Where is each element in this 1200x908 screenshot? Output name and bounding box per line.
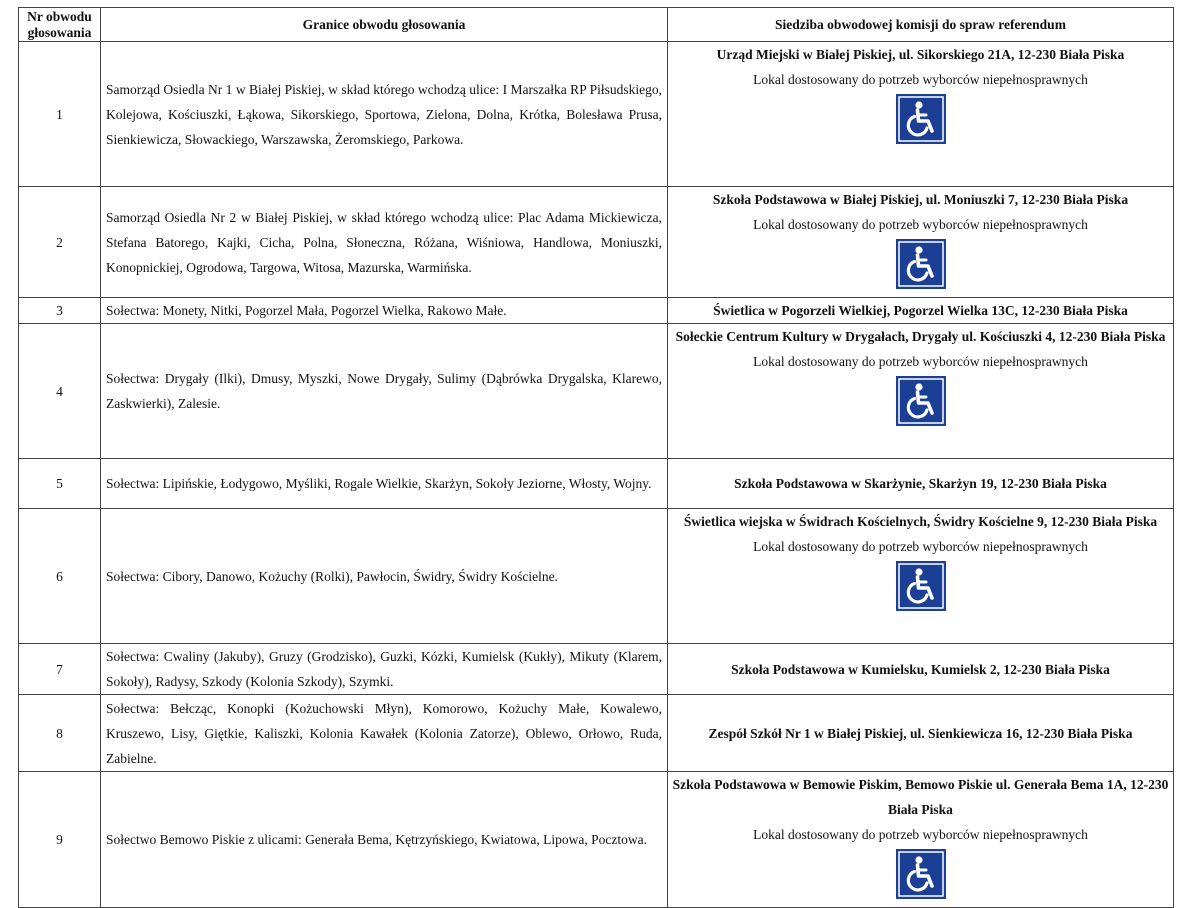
- commission-seat: [668, 298, 1174, 324]
- district-boundaries: Sołectwa: Bełcząc, Konopki (Kożuchowski Młyn), Komorowo, Kożuchy Małe, Kowalewo, Kruszewo, Lisy, Giętkie, Kaliszki, Kolonia Kawałek (Kolonia Zatorze), Oblewo, Orłowo, Ruda, Zabielne.: [101, 695, 668, 772]
- table-row: [19, 298, 1174, 324]
- district-boundaries: Sołectwa: Lipińskie, Łodygowo, Myśliki, Rogale Wielkie, Skarżyn, Sokoły Jeziorne, Włosty, Wojny.: [101, 459, 668, 509]
- seat-address: Sołeckie Centrum Kultury w Drygałach, Drygały ul. Kościuszki 4, 12-230 Biała Piska: [675, 329, 1166, 344]
- header-commission-seat: Siedziba obwodowej komisji do spraw referendum: [668, 8, 1174, 42]
- accessible-note: Lokal dostosowany do potrzeb wyborców niepełnosprawnych: [753, 72, 1088, 87]
- header-district-number: Nr obwodu głosowania: [19, 8, 101, 42]
- wheelchair-accessible-icon: [896, 561, 946, 611]
- table-row: [19, 644, 1174, 695]
- table-row: [19, 324, 1174, 459]
- district-boundaries: Sołectwa: Monety, Nitki, Pogorzel Mała, Pogorzel Wielka, Rakowo Małe.: [101, 298, 668, 324]
- commission-seat: [668, 772, 1174, 908]
- district-number: 9: [19, 772, 101, 908]
- district-number: 8: [19, 695, 101, 772]
- wheelchair-accessible-icon: [896, 94, 946, 144]
- accessible-note: Lokal dostosowany do potrzeb wyborców niepełnosprawnych: [753, 539, 1088, 554]
- commission-seat: [668, 42, 1174, 187]
- seat-address: Zespół Szkół Nr 1 w Białej Piskiej, ul. Sienkiewicza 16, 12-230 Biała Piska: [708, 725, 1133, 741]
- district-boundaries: Sołectwa: Cibory, Danowo, Kożuchy (Rolki), Pawłocin, Świdry, Świdry Kościelne.: [101, 509, 668, 644]
- commission-seat: [668, 644, 1174, 695]
- district-number: 2: [19, 187, 101, 298]
- accessible-note: Lokal dostosowany do potrzeb wyborców niepełnosprawnych: [753, 827, 1088, 842]
- table-row: [19, 187, 1174, 298]
- table-header-row: [19, 8, 1174, 42]
- district-number: 3: [19, 298, 101, 324]
- seat-address: Szkoła Podstawowa w Bemowie Piskim, Bemowo Piskie ul. Generała Bema 1A, 12-230 Biała Piska: [672, 777, 1169, 817]
- district-boundaries: Sołectwo Bemowo Piskie z ulicami: Generała Bema, Kętrzyńskiego, Kwiatowa, Lipowa, Pocztowa.: [101, 772, 668, 908]
- district-boundaries: Sołectwa: Drygały (Ilki), Dmusy, Myszki, Nowe Drygały, Sulimy (Dąbrówka Drygalska, Klarewo, Zaskwierki), Zalesie.: [101, 324, 668, 459]
- district-number: 7: [19, 644, 101, 695]
- district-number: 6: [19, 509, 101, 644]
- commission-seat: [668, 509, 1174, 644]
- accessible-note: Lokal dostosowany do potrzeb wyborców niepełnosprawnych: [753, 354, 1088, 369]
- district-boundaries: Sołectwa: Cwaliny (Jakuby), Gruzy (Grodzisko), Guzki, Kózki, Kumielsk (Kukły), Mikuty (Klarem, Sokoły), Radysy, Szkody (Kolonia Szkody), Szymki.: [101, 644, 668, 695]
- header-district-boundaries: Granice obwodu głosowania: [101, 8, 668, 42]
- seat-address: Świetlica w Pogorzeli Wielkiej, Pogorzel Wielka 13C, 12-230 Biała Piska: [713, 303, 1128, 318]
- district-boundaries: Samorząd Osiedla Nr 2 w Białej Piskiej, w skład którego wchodzą ulice: Plac Adama Mickiewicza, Stefana Batorego, Kajki, Cicha, Polna, Słoneczna, Różana, Wiśniowa, Handlowa, Moniuszki, Konopnickiej, Ogrodowa, Targowa, Witosa, Mazurska, Warmińska.: [101, 187, 668, 298]
- commission-seat: [668, 187, 1174, 298]
- table-row: [19, 42, 1174, 187]
- table-row: [19, 772, 1174, 908]
- table-row: [19, 695, 1174, 772]
- seat-address: Szkoła Podstawowa w Kumielsku, Kumielsk 2, 12-230 Biała Piska: [731, 661, 1110, 677]
- district-number: 1: [19, 42, 101, 187]
- wheelchair-accessible-icon: [896, 376, 946, 426]
- seat-address: Szkoła Podstawowa w Skarżynie, Skarżyn 19, 12-230 Biała Piska: [734, 476, 1107, 491]
- commission-seat: [668, 324, 1174, 459]
- table-row: [19, 509, 1174, 644]
- seat-address: Świetlica wiejska w Świdrach Kościelnych, Świdry Kościelne 9, 12-230 Biała Piska: [683, 514, 1158, 529]
- district-number: 5: [19, 459, 101, 509]
- district-boundaries: Samorząd Osiedla Nr 1 w Białej Piskiej, w skład którego wchodzą ulice: I Marszałka RP Piłsudskiego, Kolejowa, Kościuszki, Łąkowa, Sikorskiego, Sportowa, Zielona, Dolna, Krótka, Bolesława Prusa, Sienkiewicza, Słowackiego, Warszawska, Żeromskiego, Parkowa.: [101, 42, 668, 187]
- seat-address: Szkoła Podstawowa w Białej Piskiej, ul. Moniuszki 7, 12-230 Biała Piska: [712, 192, 1129, 207]
- accessible-note: Lokal dostosowany do potrzeb wyborców niepełnosprawnych: [753, 217, 1088, 232]
- table-row: [19, 459, 1174, 509]
- commission-seat: [668, 459, 1174, 509]
- commission-seat: [668, 695, 1174, 772]
- seat-address: Urząd Miejski w Białej Piskiej, ul. Sikorskiego 21A, 12-230 Biała Piska: [716, 47, 1125, 62]
- wheelchair-accessible-icon: [896, 239, 946, 289]
- district-number: 4: [19, 324, 101, 459]
- wheelchair-accessible-icon: [896, 849, 946, 899]
- referendum-districts-table: [18, 7, 1174, 908]
